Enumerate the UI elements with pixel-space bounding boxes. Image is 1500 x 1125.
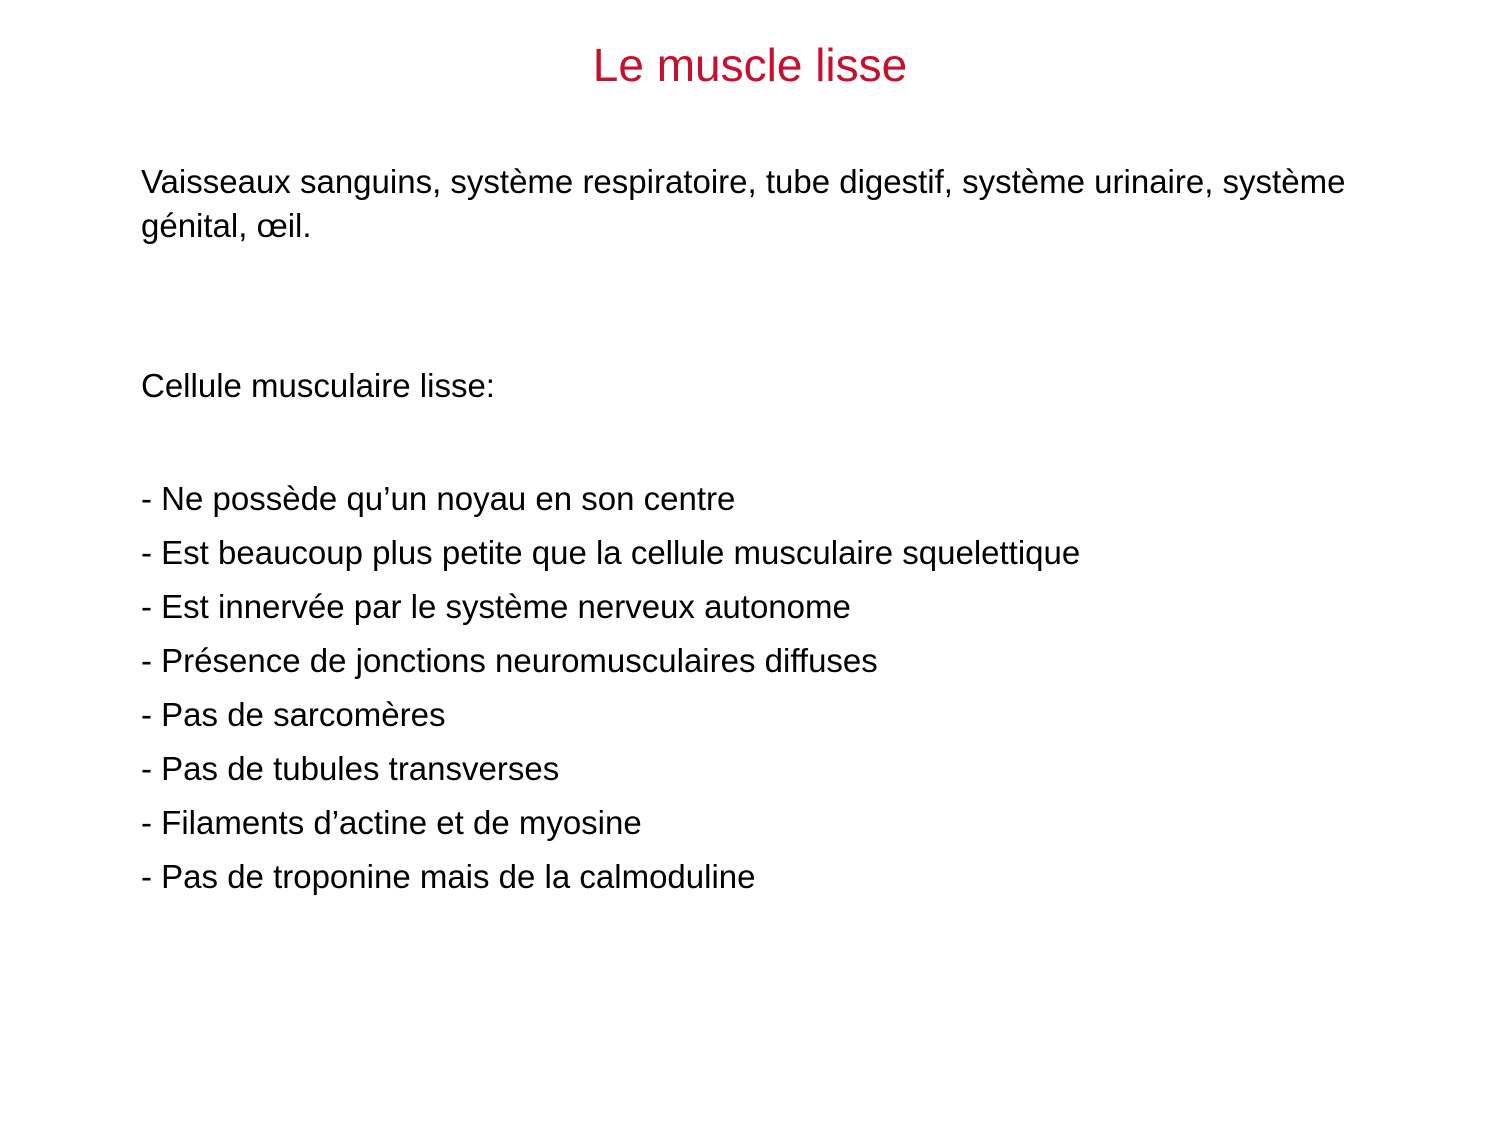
bullet-item: - Ne possède qu’un noyau en son centre — [141, 480, 736, 517]
bullet-item: - Filaments d’actine et de myosine — [141, 804, 642, 841]
bullet-item: - Pas de sarcomères — [141, 696, 446, 733]
section-heading: Cellule musculaire lisse: — [141, 367, 495, 404]
intro-paragraph: Vaisseaux sanguins, système respiratoire, tube digestif, système urinaire, système génital, œil. — [141, 163, 1346, 244]
bullet-item: - Pas de troponine mais de la calmoduline — [141, 858, 756, 895]
bullet-item: - Présence de jonctions neuromusculaires diffuses — [141, 642, 878, 679]
bullet-item: - Pas de tubules transverses — [141, 750, 560, 787]
bullet-item: - Est innervée par le système nerveux autonome — [141, 588, 851, 625]
bullet-item: - Est beaucoup plus petite que la cellule musculaire squelettique — [141, 534, 1081, 571]
bullet-list — [141, 472, 1080, 904]
slide-title: Le muscle lisse — [592, 39, 908, 91]
